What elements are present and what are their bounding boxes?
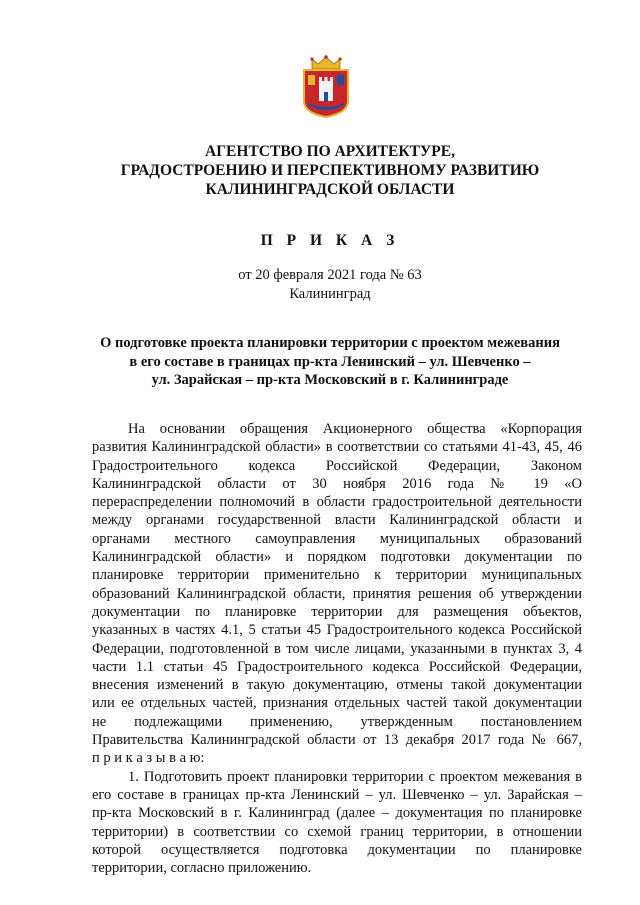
body-line: пр-кта Московский в г. Калининград (далее – документация по планировке [92, 805, 582, 822]
body-line: территории, согласно приложению. [92, 860, 312, 877]
order-meta [60, 266, 600, 304]
body-line: Правительства Калининградской области от 13 декабря 2017 года № 667, [92, 732, 582, 749]
body-line: планировке территории применительно к территории муниципальных [92, 567, 582, 584]
order-date: от 20 февраля 2021 года № 63 [238, 267, 422, 283]
agency-name-line: ГРАДОСТРОЕНИЮ И ПЕРСПЕКТИВНОМУ РАЗВИТИЮ [120, 162, 540, 179]
body-line: развития Калининградской области» в соответствии со статьями 41-43, 45, 46 [92, 439, 582, 456]
body-line: образований Калининградской области, принятия решения об утверждении [92, 585, 582, 602]
body-line: внесения изменений в такую документацию, отмены такой документации [92, 677, 582, 694]
order-body [92, 420, 582, 877]
body-line: или ее отдельных частей, признания отдельных частей такой документации [92, 695, 582, 712]
body-line: Калининградской области от 30 ноября 2016 года № 19 «О [92, 475, 582, 492]
body-line-order-verb: п р и к а з ы в а ю: [92, 750, 205, 767]
body-line: Калининградской области» и порядком подготовки документации по [92, 549, 582, 566]
order-subject [60, 334, 600, 390]
body-line: документации по планировке территории для размещения объектов, [92, 603, 582, 620]
body-line: Федерации, подготовленной в том числе лицами, указанными в пунктах 3, 4 [92, 640, 582, 657]
body-line: территории) в соответствии со схемой границ территории, в отношении [92, 823, 582, 840]
agency-name-line: КАЛИНИНГРАДСКОЙ ОБЛАСТИ [205, 181, 455, 198]
agency-name [60, 142, 600, 199]
body-line: Градостроительного кодекса Российской Федерации, Законом [92, 457, 582, 474]
coat-of-arms-icon [298, 55, 354, 119]
subject-line: ул. Зарайская – пр-кта Московский в г. Калининграде [151, 372, 509, 388]
subject-line: О подготовке проекта планировки территории с проектом межевания [100, 335, 560, 351]
subject-line: в его составе в границах пр-кта Ленинский – ул. Шевченко – [129, 353, 531, 370]
body-line: перераспределении полномочий в области градостроительной деятельности [92, 494, 582, 511]
body-line: между органами государственной власти Калининградской области и [92, 512, 582, 529]
order-title: П Р И К А З [260, 232, 400, 249]
body-line: его составе в границах пр-кта Ленинский – ул. Шевченко – ул. Зарайская – [92, 786, 582, 803]
body-line: указанных в частях 4.1, 5 статьи 45 Градостроительного кодекса Российской [92, 622, 582, 639]
body-line: части 1.1 статьи 45 Градостроительного кодекса Российской Федерации, [92, 658, 582, 675]
body-line: органами местного самоуправления муниципальных образований [92, 530, 582, 547]
body-line: не подлежащими применению, утвержденным постановлением [92, 713, 582, 730]
body-line: 1. Подготовить проект планировки территории с проектом межевания в [128, 768, 582, 785]
body-line: которой осуществляется подготовка документации по планировке [92, 841, 582, 858]
order-city: Калининград [289, 286, 371, 302]
body-line: На основании обращения Акционерного общества «Корпорация [128, 421, 582, 437]
agency-name-line: АГЕНТСТВО ПО АРХИТЕКТУРЕ, [205, 143, 455, 160]
